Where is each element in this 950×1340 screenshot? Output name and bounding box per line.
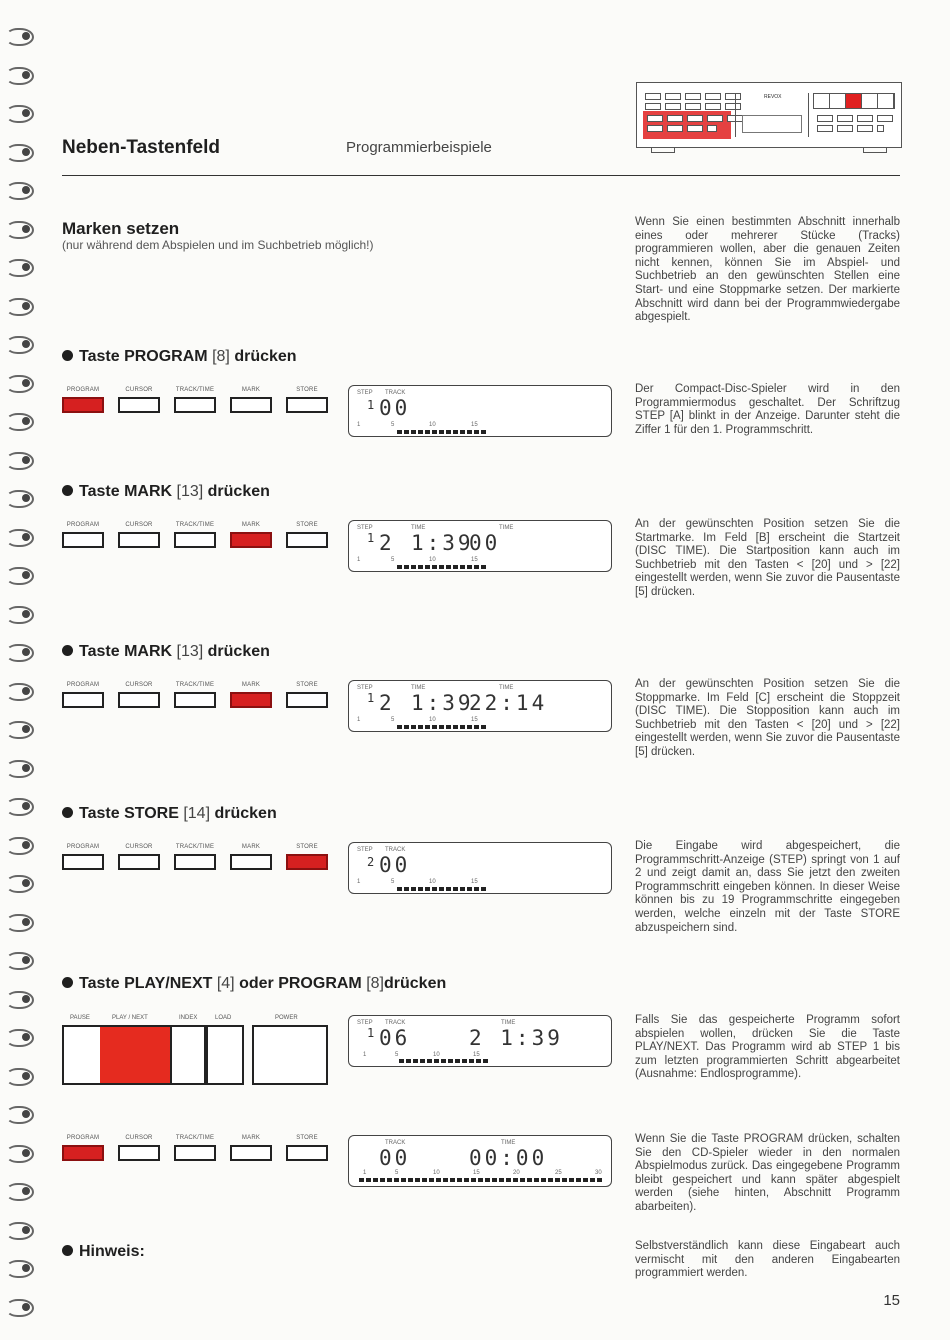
key-store[interactable] xyxy=(286,387,328,413)
binding-ring xyxy=(6,606,34,624)
device-illustration xyxy=(636,82,902,148)
key-cap[interactable] xyxy=(62,692,104,708)
key-label: TRACK/TIME xyxy=(175,522,215,528)
index-key[interactable] xyxy=(172,1025,206,1085)
lcd-time-start: 1:39 xyxy=(411,531,474,555)
key-cap[interactable] xyxy=(230,532,272,548)
key-cap[interactable] xyxy=(118,854,160,870)
key-store[interactable] xyxy=(286,522,328,548)
step-paragraph: An der gewünschten Position setzen Sie die Startmarke. Im Feld [B] erscheint die Startzeit (DISC TIME). Die Startposition kann auch im Suchbetrieb mit den Tasten < [20] und > [22] eingestellt werden, wenn Sie zuvor die Pausentaste [5] drücken. xyxy=(635,518,900,598)
key-cap[interactable] xyxy=(286,854,328,870)
binding-ring xyxy=(6,683,34,701)
binding-ring xyxy=(6,1260,34,1278)
key-label: MARK xyxy=(241,387,261,393)
binding-ring xyxy=(6,298,34,316)
key-label-load: LOAD xyxy=(215,1015,232,1021)
keypad xyxy=(62,387,328,413)
key-cap[interactable] xyxy=(174,692,216,708)
key-mark[interactable] xyxy=(230,844,272,870)
binding-ring xyxy=(6,182,34,200)
load-key[interactable] xyxy=(206,1025,244,1085)
hint-heading: Hinweis: xyxy=(62,1243,145,1261)
key-label: CURSOR xyxy=(125,387,153,393)
key-cap[interactable] xyxy=(286,1145,328,1161)
binding-ring xyxy=(6,105,34,123)
program-return-paragraph: Wenn Sie die Taste PROGRAM drücken, schalten Sie den CD-Spieler wieder in den normalen Abspielmodus zurück. Das eingegebene Programm bleibt gespeichert und kann später abgespielt werden (siehe hinten, Abschnitt Programm abarbeiten). xyxy=(635,1133,900,1213)
hint-paragraph: Selbstverständlich kann diese Eingabeart auch vermischt mit den anderen Eingabearten programmiert werden. xyxy=(635,1240,900,1280)
binding-ring xyxy=(6,1106,34,1124)
binding-ring xyxy=(6,914,34,932)
key-track-time[interactable] xyxy=(174,1135,216,1161)
key-cap[interactable] xyxy=(230,854,272,870)
key-store[interactable] xyxy=(286,682,328,708)
binding-ring xyxy=(6,1145,34,1163)
lcd-track: 00 xyxy=(379,1146,411,1170)
key-label: MARK xyxy=(241,522,261,528)
key-label: TRACK/TIME xyxy=(175,682,215,688)
lcd-time-stop: 22:14 xyxy=(469,691,548,715)
key-label: STORE xyxy=(296,387,318,393)
key-label: PROGRAM xyxy=(66,387,100,393)
key-cap[interactable] xyxy=(118,1145,160,1161)
key-track-time[interactable] xyxy=(174,682,216,708)
lcd-track: 2 xyxy=(379,691,395,715)
key-cursor[interactable] xyxy=(118,682,160,708)
key-cap[interactable] xyxy=(174,1145,216,1161)
bullet-icon xyxy=(62,1245,73,1256)
key-label: STORE xyxy=(296,844,318,850)
binding-ring xyxy=(6,452,34,470)
binding-ring xyxy=(6,567,34,585)
step-heading-play: Taste PLAY/NEXT [4] oder PROGRAM [8]drücken xyxy=(62,975,446,993)
key-cap[interactable] xyxy=(62,1145,104,1161)
lcd-display-play: STEP TRACK TIME 1 06 2 1:39 1 5 10 15 xyxy=(348,1015,612,1067)
key-label: CURSOR xyxy=(125,1135,153,1141)
step-heading: Taste MARK [13] drücken xyxy=(62,483,270,501)
key-program[interactable] xyxy=(62,1135,104,1161)
key-cap[interactable] xyxy=(286,692,328,708)
binding-ring xyxy=(6,952,34,970)
key-cap[interactable] xyxy=(286,397,328,413)
key-cap[interactable] xyxy=(230,692,272,708)
binding-ring xyxy=(6,490,34,508)
lcd-time: 2 1:39 xyxy=(469,1026,563,1050)
key-label: PROGRAM xyxy=(66,1135,100,1141)
bullet-icon xyxy=(62,485,73,496)
key-label: CURSOR xyxy=(125,844,153,850)
header-divider xyxy=(62,175,900,176)
bullet-icon xyxy=(62,645,73,656)
step-paragraph: An der gewünschten Position setzen Sie die Stoppmarke. Im Feld [C] erscheint die Stoppzeit (DISC TIME). Die Stopposition kann auch im Suchbetrieb mit den Tasten < [20] und > [22] eingestellt werden, wenn Sie zuvor die Pausentaste [5] drücken. xyxy=(635,678,900,758)
binding-ring xyxy=(6,837,34,855)
key-program[interactable] xyxy=(62,387,104,413)
lcd-display: STEP TRACK 2 00 1 5 10 15 xyxy=(348,842,612,894)
key-cursor[interactable] xyxy=(118,844,160,870)
binding-ring xyxy=(6,144,34,162)
lcd-display: STEP TIME TIME 1 2 1:39 00 1 5 10 15 xyxy=(348,520,612,572)
binding-ring xyxy=(6,1029,34,1047)
key-label: CURSOR xyxy=(125,682,153,688)
key-program[interactable] xyxy=(62,682,104,708)
key-cap[interactable] xyxy=(230,1145,272,1161)
binding-ring xyxy=(6,336,34,354)
page-title: Neben-Tastenfeld xyxy=(62,137,221,158)
key-label: PROGRAM xyxy=(66,844,100,850)
step-paragraph: Die Eingabe wird abgespeichert, die Programmschritt-Anzeige (STEP) springt von 1 auf 2 und zeigt damit an, dass Sie jetzt den zweiten Programmschritt eingeben können. In dieser Weise können bis zu 19 Programmschritte eingegeben werden, welche einzeln mit der Taste STORE abzuspeichern sind. xyxy=(635,840,900,934)
key-cap[interactable] xyxy=(118,397,160,413)
play-next-key[interactable] xyxy=(100,1025,172,1085)
key-label: TRACK/TIME xyxy=(175,844,215,850)
key-label: MARK xyxy=(241,682,261,688)
pause-key[interactable] xyxy=(62,1025,100,1085)
key-label: PROGRAM xyxy=(66,522,100,528)
key-store[interactable] xyxy=(286,844,328,870)
key-label: TRACK/TIME xyxy=(175,1135,215,1141)
key-mark[interactable] xyxy=(230,682,272,708)
spiral-binding xyxy=(0,0,40,1340)
binding-ring xyxy=(6,28,34,46)
keypad xyxy=(62,682,328,708)
key-cap[interactable] xyxy=(62,532,104,548)
key-cap[interactable] xyxy=(62,397,104,413)
key-label: TRACK/TIME xyxy=(175,387,215,393)
key-label: MARK xyxy=(241,844,261,850)
section-title-marken: Marken setzen xyxy=(62,219,180,238)
key-mark[interactable] xyxy=(230,1135,272,1161)
lcd-time-start: 1:39 xyxy=(411,691,474,715)
key-label: STORE xyxy=(296,1135,318,1141)
step-heading: Taste PROGRAM [8] drücken xyxy=(62,348,297,366)
page-subtitle: Programmierbeispiele xyxy=(346,139,492,156)
key-mark[interactable] xyxy=(230,522,272,548)
bullet-icon xyxy=(62,807,73,818)
key-label-index: INDEX xyxy=(179,1015,198,1021)
binding-ring xyxy=(6,721,34,739)
key-cap[interactable] xyxy=(174,532,216,548)
key-label: MARK xyxy=(241,1135,261,1141)
key-mark[interactable] xyxy=(230,387,272,413)
lcd-display: STEP TRACK 1 00 1 5 10 15 xyxy=(348,385,612,437)
step-heading: Taste MARK [13] drücken xyxy=(62,643,270,661)
key-cap[interactable] xyxy=(174,854,216,870)
lcd-time: 00:00 xyxy=(469,1146,548,1170)
keypad-return xyxy=(62,1135,328,1161)
binding-ring xyxy=(6,259,34,277)
key-label: CURSOR xyxy=(125,522,153,528)
bullet-icon xyxy=(62,350,73,361)
binding-ring xyxy=(6,798,34,816)
lcd-track: 06 xyxy=(379,1026,411,1050)
binding-ring xyxy=(6,221,34,239)
key-track-time[interactable] xyxy=(174,522,216,548)
binding-ring xyxy=(6,529,34,547)
key-cap[interactable] xyxy=(174,397,216,413)
key-label-play-next: PLAY / NEXT xyxy=(112,1015,148,1021)
key-label: STORE xyxy=(296,682,318,688)
key-program[interactable] xyxy=(62,844,104,870)
binding-ring xyxy=(6,1299,34,1317)
key-cursor[interactable] xyxy=(118,522,160,548)
binding-ring xyxy=(6,991,34,1009)
key-cursor[interactable] xyxy=(118,1135,160,1161)
binding-ring xyxy=(6,67,34,85)
key-store[interactable] xyxy=(286,1135,328,1161)
key-track-time[interactable] xyxy=(174,387,216,413)
power-key[interactable] xyxy=(252,1025,328,1085)
key-label-power: POWER xyxy=(275,1015,298,1021)
lcd-track: 2 xyxy=(379,531,395,555)
key-cap[interactable] xyxy=(118,692,160,708)
key-label-pause: PAUSE xyxy=(70,1015,90,1021)
binding-ring xyxy=(6,375,34,393)
step-paragraph: Der Compact-Disc-Spieler wird in den Programmiermodus geschaltet. Der Schriftzug STEP [A] blinkt in der Anzeige. Darunter steht die Ziffer 1 für den 1. Programmschritt. xyxy=(635,383,900,436)
key-label: PROGRAM xyxy=(66,682,100,688)
lcd-display: STEP TIME TIME 1 2 1:39 22:14 1 5 10 15 xyxy=(348,680,612,732)
binding-ring xyxy=(6,1068,34,1086)
binding-ring xyxy=(6,1183,34,1201)
step-heading: Taste STORE [14] drücken xyxy=(62,805,277,823)
section-note: (nur während dem Abspielen und im Suchbetrieb möglich!) xyxy=(62,238,374,252)
keypad xyxy=(62,844,328,870)
key-program[interactable] xyxy=(62,522,104,548)
key-cap[interactable] xyxy=(62,854,104,870)
lcd-track: 00 xyxy=(379,853,411,877)
bullet-icon xyxy=(62,977,73,988)
binding-ring xyxy=(6,1222,34,1240)
binding-ring xyxy=(6,413,34,431)
keypad xyxy=(62,522,328,548)
play-paragraph: Falls Sie das gespeicherte Programm sofort abspielen wollen, drücken Sie die Taste PLAY/NEXT. Das Programm wird ab STEP 1 bis zum letzten programmierten Schritt abgearbeitet (Ausnahme: Endlosprogramme). xyxy=(635,1014,900,1081)
device-power-keys xyxy=(813,93,895,109)
device-brand: REVOX xyxy=(764,94,782,100)
key-cap[interactable] xyxy=(230,397,272,413)
key-cap[interactable] xyxy=(118,532,160,548)
binding-ring xyxy=(6,644,34,662)
lcd-time-stop: 00 xyxy=(469,531,501,555)
key-label: STORE xyxy=(296,522,318,528)
intro-paragraph: Wenn Sie einen bestimmten Abschnitt innerhalb eines oder mehrerer Stücke (Tracks) programmieren wollen, aber die genauen Zeiten nicht kennen, können Sie im Abspiel- und Suchbetrieb an den gewünschten Stellen eine Start- und eine Stoppmarke setzen. Der markierte Abschnitt wird dann bei der Programmwiedergabe abgespielt. xyxy=(635,216,900,324)
lcd-display-return: TRACK TIME 00 00:00 1 5 10 15 20 25 30 xyxy=(348,1135,612,1187)
binding-ring xyxy=(6,760,34,778)
page-number: 15 xyxy=(883,1292,900,1309)
key-track-time[interactable] xyxy=(174,844,216,870)
lcd-track: 00 xyxy=(379,396,411,420)
binding-ring xyxy=(6,875,34,893)
key-cap[interactable] xyxy=(286,532,328,548)
key-cursor[interactable] xyxy=(118,387,160,413)
